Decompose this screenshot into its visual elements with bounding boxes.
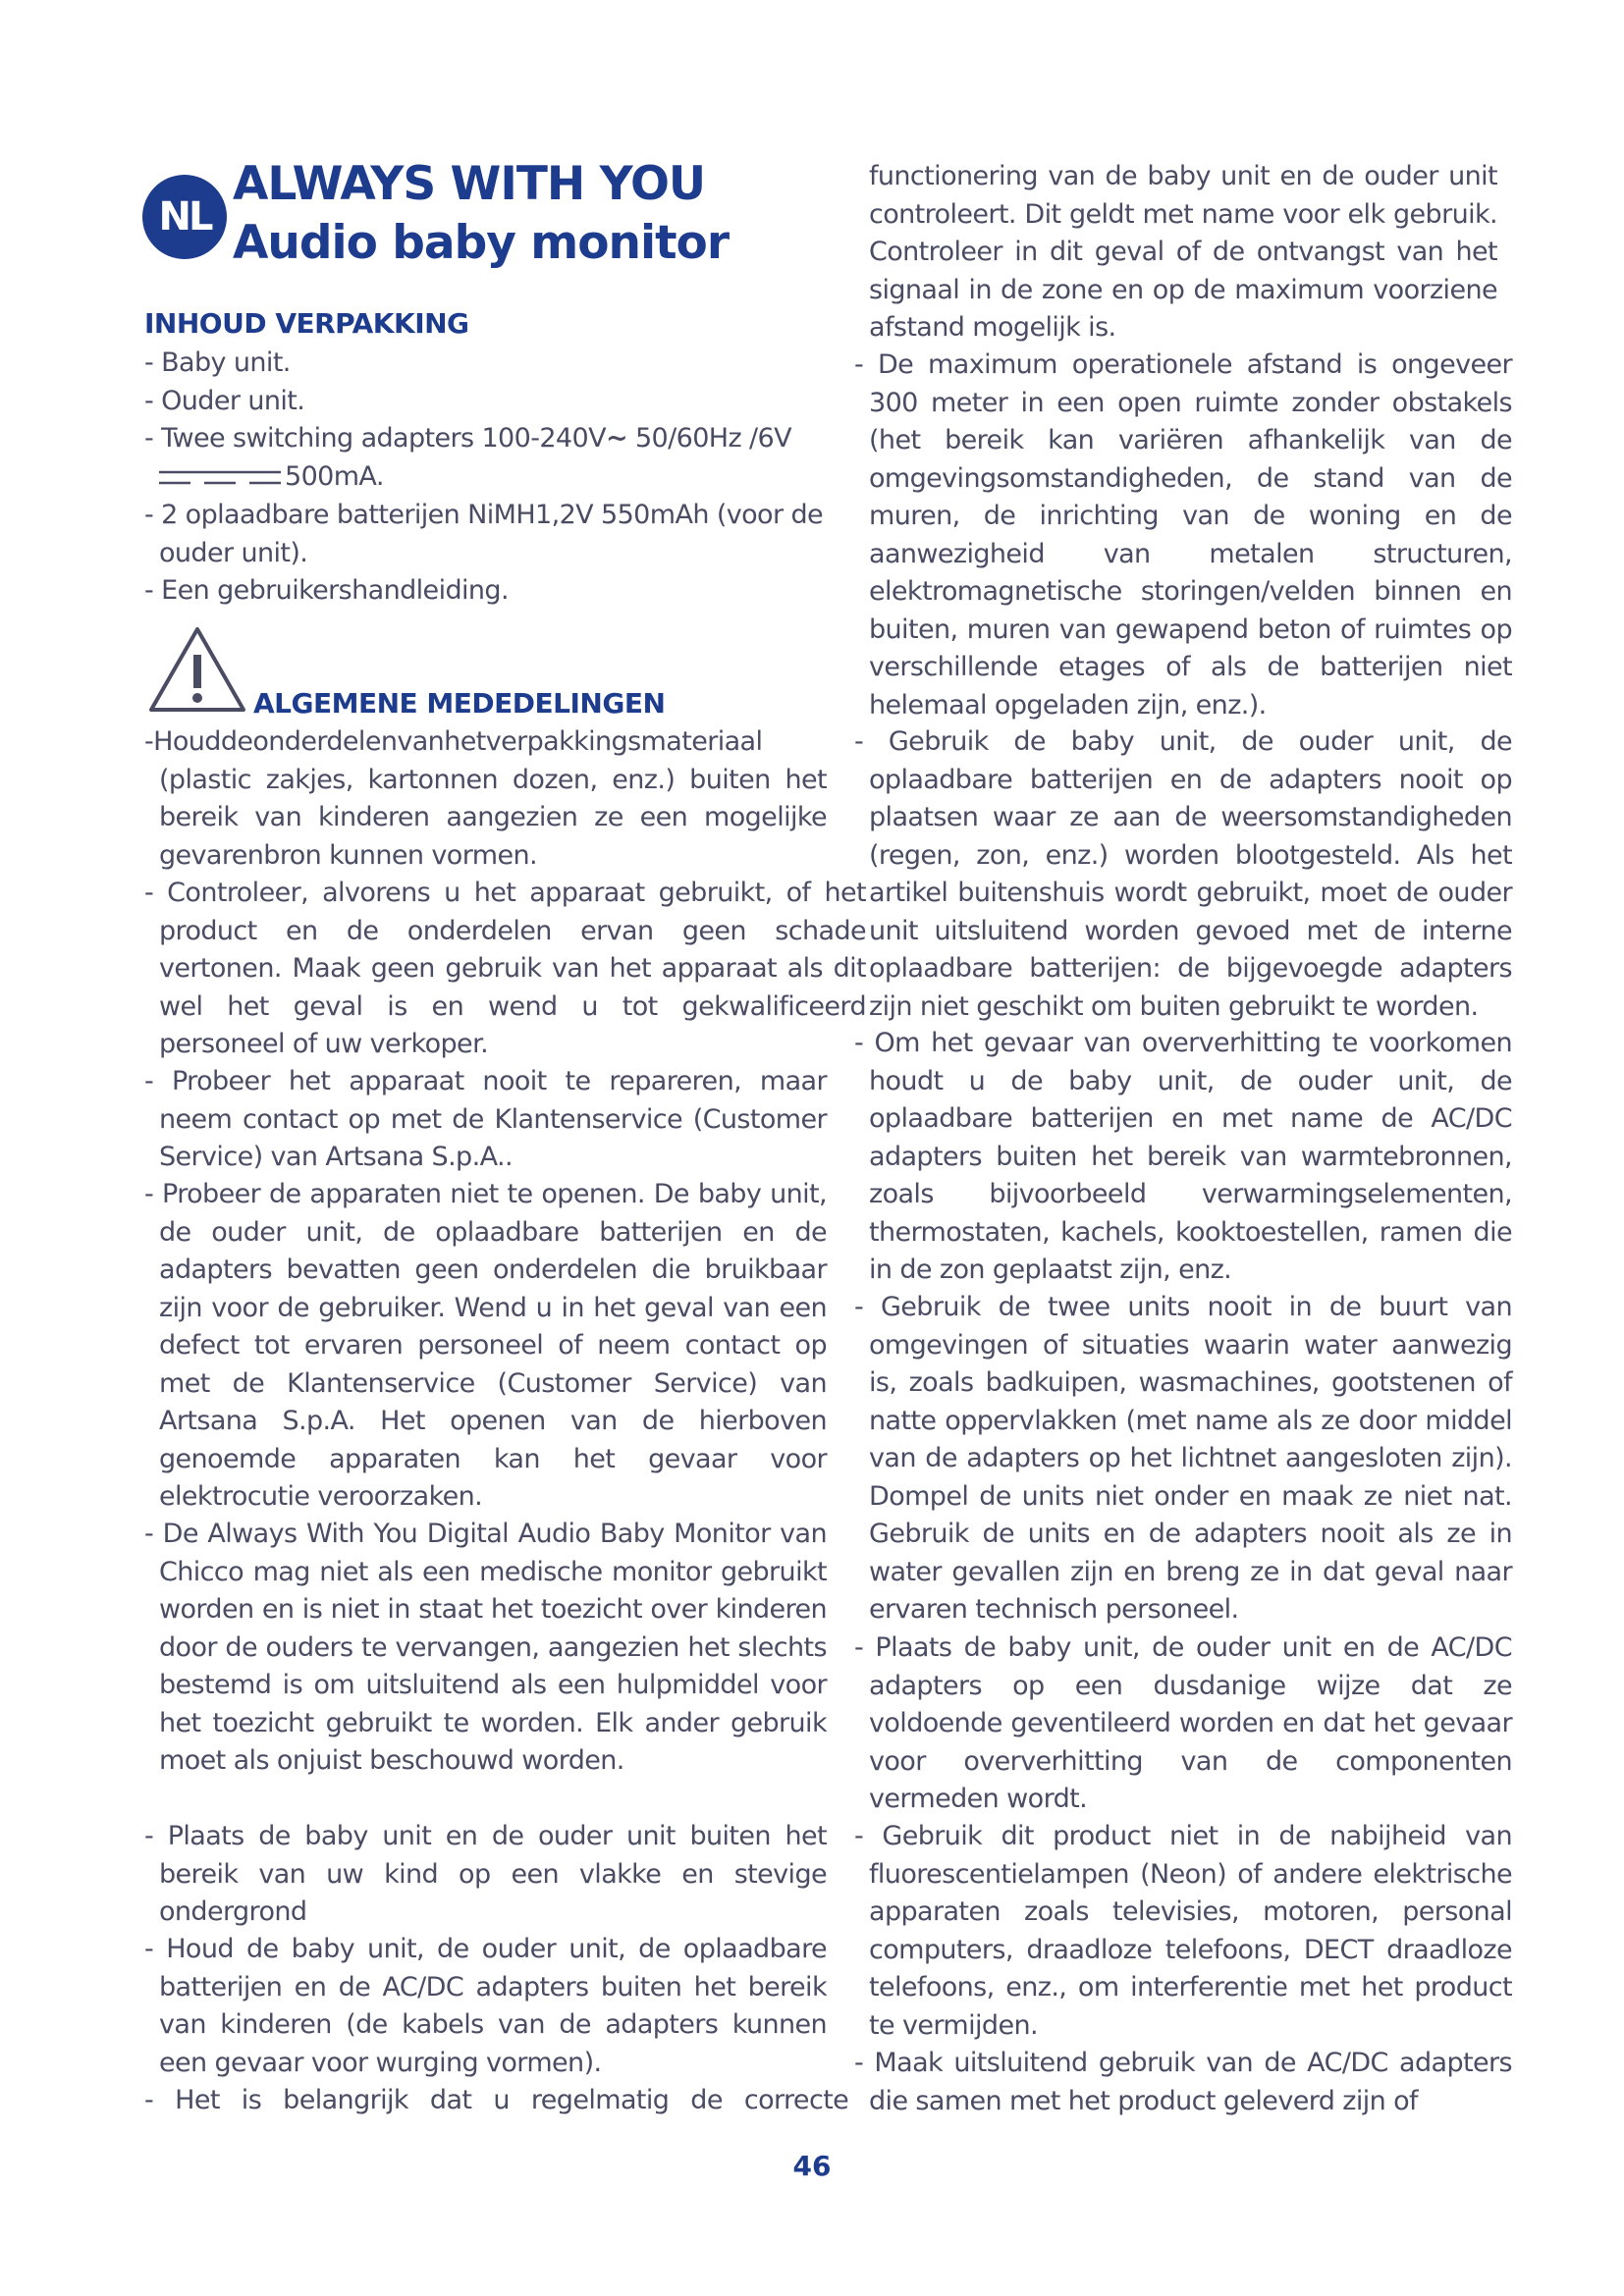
- contents-item: - Baby unit.: [144, 347, 291, 378]
- warning-item: - Probeer het apparaat nooit te repareren, maar neem contact op met de Klantenservice (Customer Service) van Artsana S.p.A..: [144, 1066, 827, 1172]
- warning-item: - Houd de baby unit, de ouder unit, de oplaadbare batterijen en de AC/DC adapters buiten het bereik van kinderen (de kabels van de adapters kunnen een gevaar voor wurging vormen).: [144, 1934, 827, 2078]
- warning-triangle-icon: [147, 625, 247, 714]
- page-number: 46: [792, 2150, 832, 2182]
- warning-item: - De Always With You Digital Audio Baby Monitor van Chicco mag niet als een medische monitor gebruikt worden en is niet in staat het toezicht over kinderen door de ouders te vervangen, aangezien het slechts bestemd is om uitsluitend als een hulpmiddel voor het toezicht gebruikt te worden. Elk ander gebruik moet als onjuist beschouwd worden.: [144, 1519, 827, 1776]
- adapter-current: 500mA.: [285, 461, 384, 492]
- warnings-heading: ALGEMENE MEDEDELINGEN: [253, 687, 666, 720]
- ac-symbol: ~: [605, 423, 627, 454]
- title-line-2: Audio baby monitor: [233, 216, 730, 270]
- contents-heading: INHOUD VERPAKKING: [144, 307, 469, 340]
- warning-item: - Gebruik dit product niet in de nabijheid van fluorescentielampen (Neon) of andere elektrische apparaten zoals televisies, motoren, personal computers, draadloze telefoons, DECT draadloze telefoons, enz., om interferentie met het product te vermijden.: [854, 1821, 1512, 2041]
- contents-item: - Ouder unit.: [144, 386, 305, 416]
- warning-item: - Plaats de baby unit en de ouder unit buiten het bereik van uw kind op een vlakke en stevige ondergrond: [144, 1821, 827, 1927]
- language-badge: NL: [142, 175, 227, 259]
- warning-item: - Probeer de apparaten niet te openen. De baby unit, de ouder unit, de oplaadbare batterijen en de adapters bevatten geen onderdelen die bruikbaar zijn voor de gebruiker. Wend u in het geval van een defect tot ervaren personeel of neem contact op met de Klantenservice (Customer Service) van Artsana S.p.A. Het openen van de hierboven genoemde apparaten kan het gevaar voor elektrocutie veroorzaken.: [144, 1179, 827, 1512]
- title-line-1: ALWAYS WITH YOU: [233, 157, 706, 211]
- adapter-frequency: 50/60Hz /6V: [627, 423, 791, 454]
- dc-symbol-icon: [157, 467, 283, 489]
- warning-item: - Gebruik de twee units nooit in de buurt van omgevingen of situaties waarin water aanwezig is, zoals badkuipen, wasmachines, gootstenen of natte oppervlakken (met name als ze door middel van de adapters op het lichtnet aangesloten zijn). Dompel de units niet onder en maak ze niet nat. Gebruik de units en de adapters nooit als ze in water gevallen zijn en breng ze in dat geval naar ervaren technisch personeel.: [854, 1292, 1512, 1625]
- contents-item: [144, 420, 832, 458]
- contents-item: - 2 oplaadbare batterijen NiMH1,2V 550mAh (voor de ouder unit).: [144, 500, 824, 568]
- contents-item: - Een gebruikershandleiding.: [144, 575, 509, 606]
- warning-item: -Houddeonderdelenvanhetverpakkingsmateriaal (plastic zakjes, kartonnen dozen, enz.) buiten het bereik van kinderen aangezien ze een mogelijke gevarenbron kunnen vormen.: [144, 726, 827, 871]
- warning-item: - Controleer, alvorens u het apparaat gebruikt, of het product en de onderdelen ervan geen schade vertonen. Maak geen gebruik van het apparaat als dit wel het geval is en wend u tot gekwalificeerd personeel of uw verkoper.: [144, 878, 866, 1059]
- warning-item: - Om het gevaar van oververhitting te voorkomen houdt u de baby unit, de ouder unit, de oplaadbare batterijen en met name de AC/DC adapters buiten het bereik van warmtebronnen, zoals bijvoorbeeld verwarmingselementen, thermostaten, kachels, kooktoestellen, ramen die in de zon geplaatst zijn, enz.: [854, 1028, 1512, 1285]
- warning-item-continued: functionering van de baby unit en de ouder unit controleert. Dit geldt met name voor elk gebruik. Controleer in dit geval of de ontvangst van het signaal in de zone en op de maximum voorziene afstand mogelijk is.: [869, 161, 1497, 343]
- warning-item: - De maximum operationele afstand is ongeveer 300 meter in een open ruimte zonder obstakels (het bereik kan variëren afhankelijk van de omgevingsomstandigheden, de stand van de muren, de inrichting van de woning en de aanwezigheid van metalen structuren, elektromagnetische storingen/velden binnen en buiten, muren van gewapend beton of ruimtes op verschillende etages of als de batterijen niet helemaal opgeladen zijn, enz.).: [854, 349, 1512, 721]
- contents-item-continued: [157, 458, 844, 497]
- warning-item: - Maak uitsluitend gebruik van de AC/DC adapters die samen met het product geleverd zijn of: [854, 2048, 1512, 2116]
- page-title: [233, 155, 729, 273]
- adapter-voltage: - Twee switching adapters 100-240V: [144, 423, 606, 454]
- warning-item: - Plaats de baby unit, de ouder unit en de AC/DC adapters op een dusdanige wijze dat ze voldoende geventileerd worden en dat het gevaar voor oververhitting van de componenten vermeden wordt.: [854, 1632, 1512, 1814]
- warning-item: - Gebruik de baby unit, de ouder unit, de oplaadbare batterijen en de adapters nooit op plaatsen waar ze aan de weersomstandigheden (regen, zon, enz.) worden blootgesteld. Als het artikel buitenshuis wordt gebruikt, moet de ouder unit uitsluitend worden gevoed met de interne oplaadbare batterijen: de bijgevoegde adapters zijn niet geschikt om buiten gebruikt te worden.: [854, 726, 1512, 1022]
- warning-item: - Het is belangrijk dat u regelmatig de correcte: [144, 2085, 849, 2115]
